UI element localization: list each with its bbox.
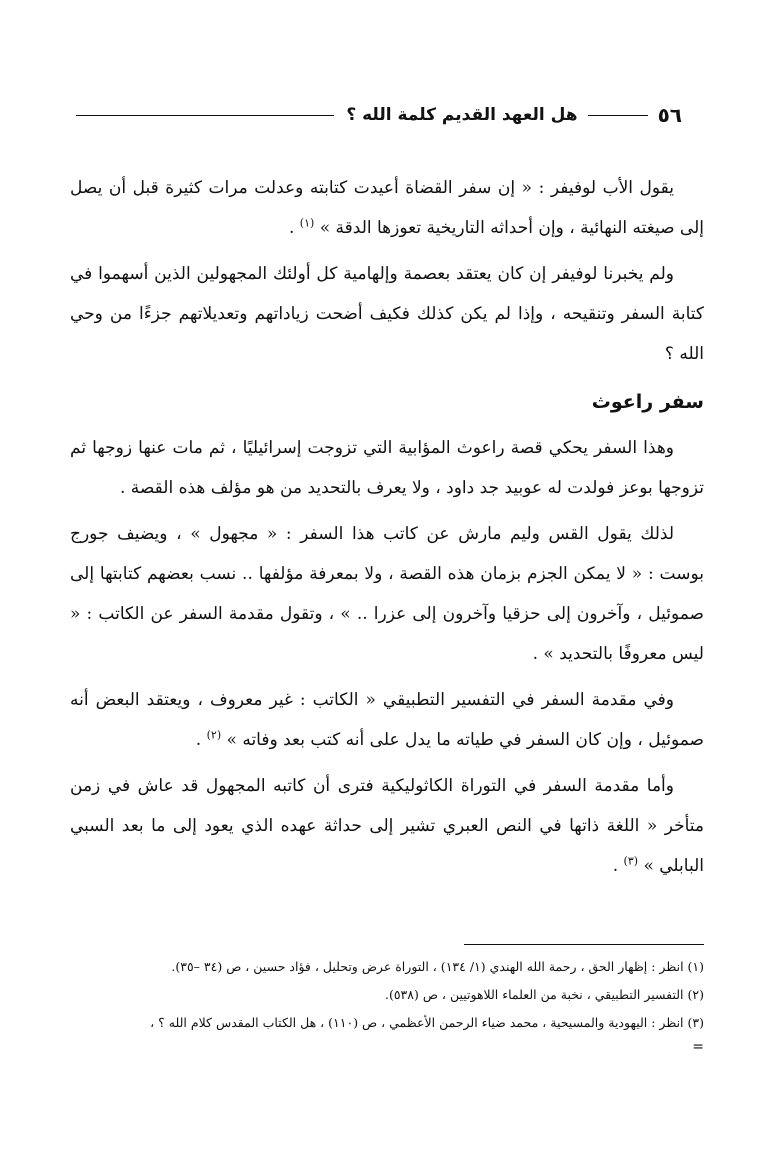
- paragraph: [70, 168, 704, 248]
- footnote-continuation-mark: =: [692, 1039, 704, 1055]
- running-title: هل العهد القديم كلمة الله ؟: [346, 105, 578, 125]
- section-heading: سفر راعوث: [591, 391, 704, 413]
- paragraph-text: ولم يخبرنا لوفيفر إن كان يعتقد بعصمة وإلهامية كل أولئك المجهولين الذين أسهموا في كتابة السفر وتنقيحه ، وإذا لم يكن كذلك فكيف أضحت زياداتهم وتعديلاتهم جزءًا من وحي الله ؟: [70, 264, 704, 364]
- paragraph-text: وهذا السفر يحكي قصة راعوث المؤابية التي تزوجت إسرائيليًا ، ثم مات عنها زوجها ثم تزوجها بوعز فولدت له عوبيد جد داود ، ولا يعرف بالتحديد من هو مؤلف هذه القصة .: [70, 438, 704, 498]
- paragraph-tail: .: [288, 218, 300, 238]
- footnote-ref[interactable]: (٢): [206, 728, 222, 742]
- page-body: [70, 168, 704, 892]
- paragraph: [70, 428, 704, 508]
- footnote: (٢) التفسير التطبيقي ، نخبة من العلماء اللاهوتيين ، ص (٥٣٨).: [384, 987, 704, 1002]
- paragraph-tail: .: [195, 730, 207, 750]
- paragraph-text: لذلك يقول القس وليم مارش عن كاتب هذا السفر : « مجهول » ، ويضيف جورج بوست : « لا يمكن الجزم بزمان هذه القصة ، ولا بمعرفة مؤلفها .. نسب بعضهم كتابتها إلى صموئيل ، وآخرون إلى حزقيا وآخرون إلى عزرا .. » ، وتقول مقدمة السفر عن الكاتب : « ليس معروفًا بالتحديد » .: [70, 524, 705, 664]
- header-rule-short: [588, 115, 648, 116]
- page-number: ٥٦: [657, 103, 682, 127]
- footnote: (٣) انظر : اليهودية والمسيحية ، محمد ضياء الرحمن الأعظمي ، ص (١١٠) ، هل الكتاب المقدس كلام الله ؟ ،: [150, 1015, 704, 1030]
- header-rule-long: [76, 115, 334, 116]
- paragraph-text: وأما مقدمة السفر في التوراة الكاثوليكية فترى أن كاتبه المجهول قد عاش في زمن متأخر « اللغة ذاتها في النص العبري تشير إلى حداثة عهده الذي يعود إلى ما بعد السبي البابلي »: [70, 776, 704, 876]
- page-header: [62, 100, 682, 130]
- footnotes: [62, 944, 704, 1057]
- paragraph: [70, 254, 704, 374]
- paragraph: [70, 680, 704, 760]
- paragraph: [70, 766, 704, 886]
- paragraph-tail: .: [612, 856, 624, 876]
- footnote: (١) انظر : إظهار الحق ، رحمة الله الهندي (١/ ١٣٤) ، التوراة عرض وتحليل ، فؤاد حسين ، ص (٣٤ –٣٥).: [171, 959, 704, 974]
- paragraph: [70, 514, 704, 674]
- paragraph-text: وفي مقدمة السفر في التفسير التطبيقي « الكاتب : غير معروف ، ويعتقد البعض أنه صموئيل ، وإن كان السفر في طياته ما يدل على أنه كتب بعد وفاته »: [70, 690, 704, 750]
- footnote-ref[interactable]: (١): [299, 216, 315, 230]
- paragraph-text: يقول الأب لوفيفر : « إن سفر القضاة أعيدت كتابته وعدلت مرات كثيرة قبل أن يصل إلى صيغته النهائية ، وإن أحداثه التاريخية تعوزها الدقة »: [70, 178, 704, 238]
- footnote-ref[interactable]: (٣): [623, 854, 639, 868]
- footnote-divider: [464, 944, 704, 945]
